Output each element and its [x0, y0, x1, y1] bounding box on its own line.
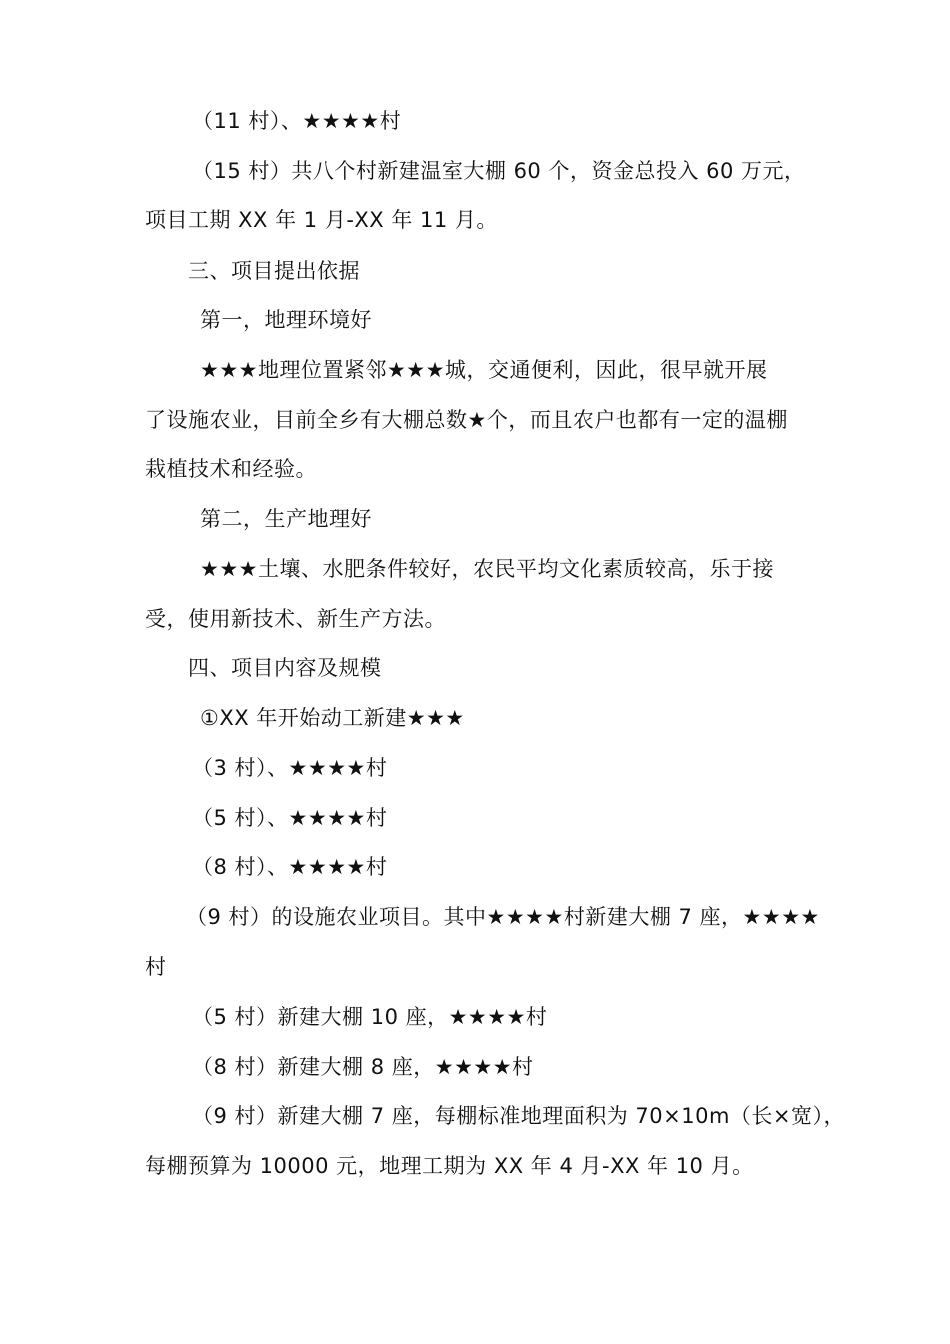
text-line-18: 村 — [145, 955, 167, 979]
section-heading-3: 三、项目提出依据 — [188, 259, 360, 283]
text-line-8: 栽植技术和经验。 — [145, 457, 317, 481]
text-line-14: （3 村）、★★★★村 — [192, 756, 388, 780]
text-line-17: （9 村）的设施农业项目。其中★★★★村新建大棚 7 座，★★★★ — [186, 905, 820, 929]
text-line-2: （15 村）共八个村新建温室大棚 60 个，资金总投入 60 万元， — [192, 159, 806, 183]
text-line-13: ①XX 年开始动工新建★★★ — [200, 706, 465, 730]
text-line-3: 项目工期 XX 年 1 月-XX 年 11 月。 — [145, 208, 498, 232]
text-line-1: （11 村）、★★★★村 — [192, 109, 402, 133]
text-line-6: ★★★地理位置紧邻★★★城，交通便利，因此，很早就开展 — [200, 358, 768, 382]
text-line-10: ★★★土壤、水肥条件较好，农民平均文化素质较高，乐于接 — [200, 557, 774, 581]
text-line-15: （5 村）、★★★★村 — [192, 806, 388, 830]
section-heading-4: 四、项目内容及规模 — [188, 656, 382, 680]
text-line-19: （5 村）新建大棚 10 座，★★★★村 — [192, 1005, 548, 1029]
text-line-21: （9 村）新建大棚 7 座，每棚标准地理面积为 70×10m（长×宽）， — [192, 1104, 846, 1128]
subheading-second: 第二，生产地理好 — [200, 507, 372, 531]
text-line-20: （8 村）新建大棚 8 座，★★★★村 — [192, 1055, 534, 1079]
text-line-7: 了设施农业，目前全乡有大棚总数★个，而且农户也都有一定的温棚 — [145, 408, 788, 432]
text-line-16: （8 村）、★★★★村 — [192, 855, 388, 879]
text-line-11: 受，使用新技术、新生产方法。 — [145, 607, 446, 631]
subheading-first: 第一，地理环境好 — [200, 308, 372, 332]
text-line-22: 每棚预算为 10000 元，地理工期为 XX 年 4 月-XX 年 10 月。 — [145, 1154, 754, 1178]
